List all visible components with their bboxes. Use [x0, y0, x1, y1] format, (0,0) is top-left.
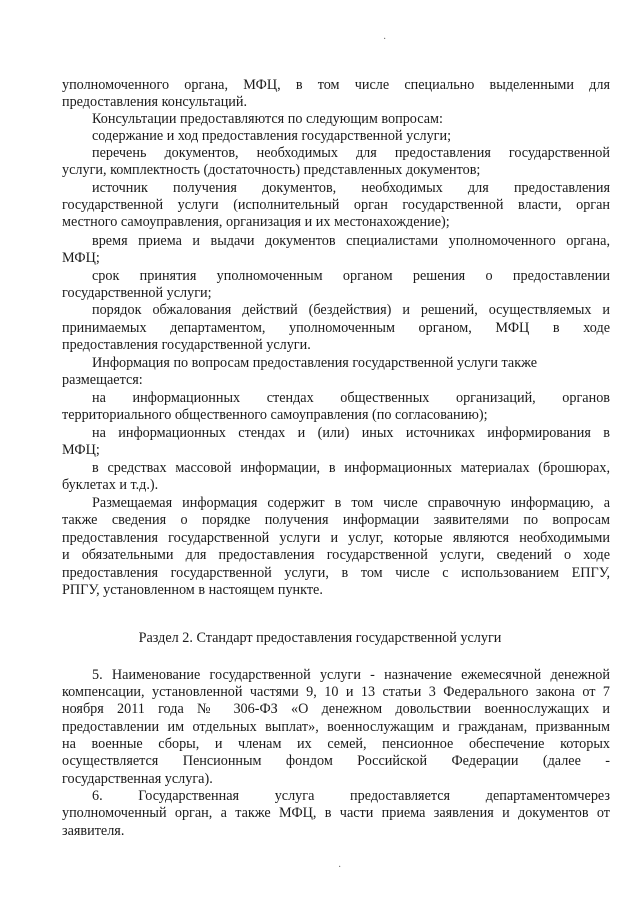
text-line: в средствах массовой информации, в информационных материалах (брошюрах, [92, 460, 610, 476]
text-line: срок принятия уполномоченным органом решения о предоставлении [92, 268, 610, 284]
text-line: предоставления государственной услуги, в том числе с использованием ЕПГУ, [62, 565, 610, 581]
text-line: уполномоченного органа, МФЦ, в том числе специально выделенными для [62, 77, 610, 93]
text-line: услуги, комплектность (достаточность) представленных документов; [62, 162, 481, 178]
text-line: порядок обжалования действий (бездействия) и решений, осуществляемых и [92, 302, 610, 318]
text-line: государственной услуги (исполнительный орган государственной власти, орган [62, 197, 610, 213]
text-line: местного самоуправления, организация и их местонахождение); [62, 214, 450, 230]
text-line: государственной услуги; [62, 285, 212, 301]
text-line: осуществляется Пенсионным фондом Российской Федерации (далее - [62, 753, 610, 769]
text-line: государственная услуга). [62, 771, 213, 787]
text-line: 6. Государственная услуга предоставляется департаментомчерез [92, 788, 610, 804]
text-line: и обязательными для предоставления государственной услуги, сведений о ходе [62, 547, 610, 563]
text-line: перечень документов, необходимых для предоставления государственной [92, 145, 610, 161]
text-line: размещается: [62, 372, 143, 388]
text-line: компенсации, установленной частями 9, 10 и 13 статьи 3 Федерального закона от 7 [62, 684, 610, 700]
text-line: также сведения о порядке получения информации заявителями по вопросам [62, 512, 610, 528]
text-line: РПГУ, установленном в настоящем пункте. [62, 582, 323, 598]
text-line: на информационных стендах общественных организаций, органов [92, 390, 610, 406]
text-line: ноября 2011 года № 306-ФЗ «О денежном довольствии военнослужащих и [62, 701, 610, 717]
text-line: Консультации предоставляются по следующим вопросам: [92, 111, 443, 127]
text-line: содержание и ход предоставления государственной услуги; [92, 128, 452, 144]
text-line: предоставлении им отдельных выплат», военнослужащим и гражданам, призванным [62, 719, 610, 735]
text-line: Информация по вопросам предоставления государственной услуги также [92, 355, 538, 371]
text-line: уполномоченный орган, а также МФЦ, в части приема заявления и документов от [62, 805, 610, 821]
text-line: источник получения документов, необходимых для предоставления [92, 180, 610, 196]
text-line: заявителя. [62, 823, 125, 839]
text-line: предоставления государственной услуги и услуг, которые являются необходимыми [62, 530, 610, 546]
text-line: буклетах и т.д.). [62, 477, 159, 493]
text-line: принимаемых департаментом, уполномоченным органом, МФЦ в ходе [62, 320, 610, 336]
scan-mark: · [338, 862, 342, 873]
text-line: территориального общественного самоуправления (по согласованию); [62, 407, 488, 423]
text-line: время приема и выдачи документов специалистами уполномоченного органа, [92, 233, 610, 249]
text-line: предоставления государственной услуги. [62, 337, 311, 353]
text-line: предоставления консультаций. [62, 94, 248, 110]
text-line: на военные сборы, и членам их семей, пенсионное обеспечение которых [62, 736, 610, 752]
text-line: на информационных стендах и (или) иных источниках информирования в [92, 425, 610, 441]
text-line: Размещаемая информация содержит в том числе справочную информацию, а [92, 495, 610, 511]
text-line: МФЦ; [62, 442, 100, 458]
text-line: МФЦ; [62, 250, 100, 266]
text-line: 5. Наименование государственной услуги - назначение ежемесячной денежной [92, 667, 610, 683]
scan-mark: · [383, 34, 387, 45]
section-heading: Раздел 2. Стандарт предоставления государственной услуги [138, 630, 502, 646]
